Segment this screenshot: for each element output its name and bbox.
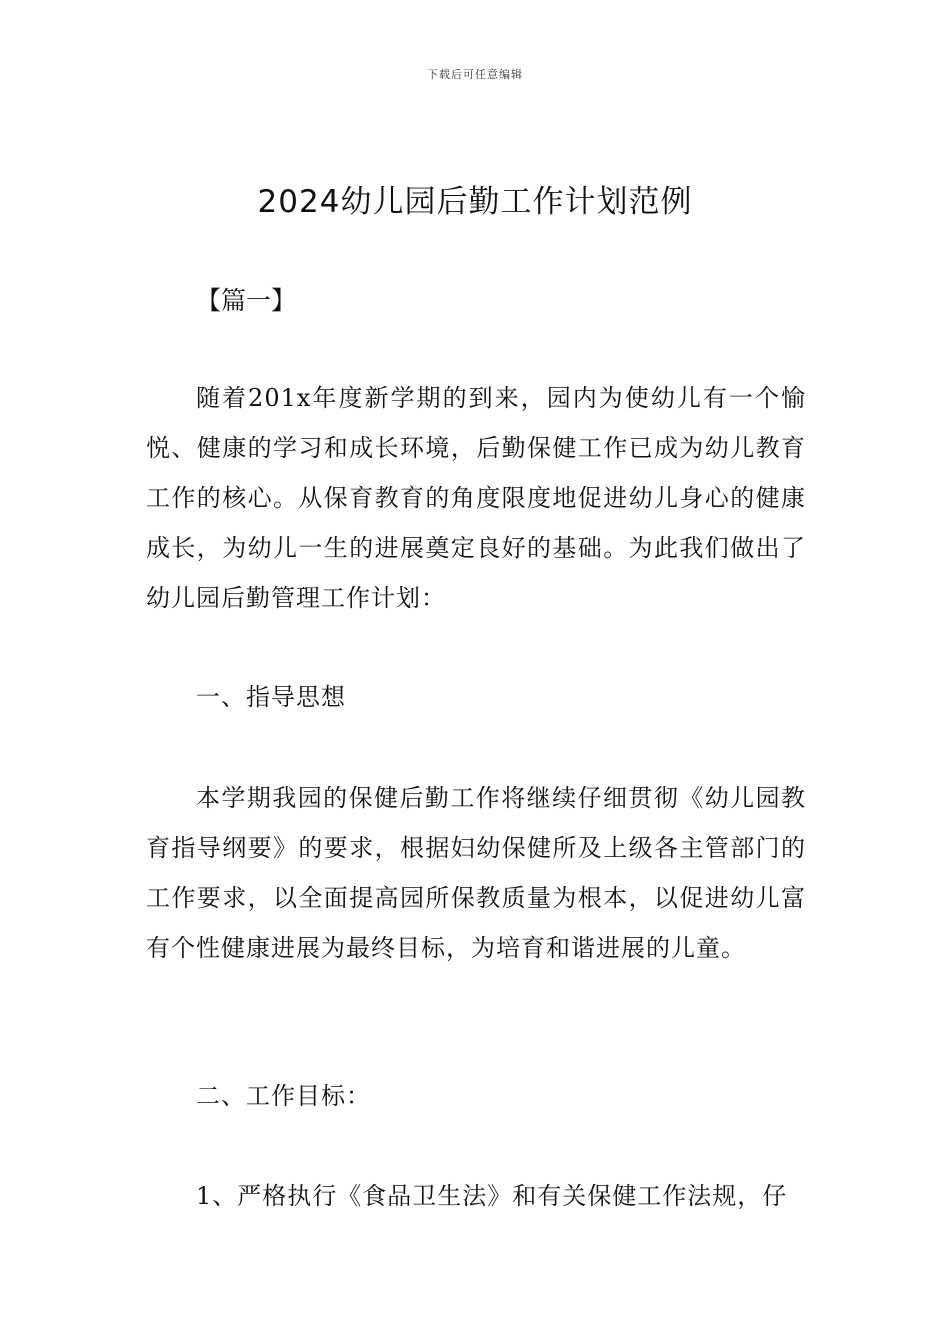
- intro-paragraph: 随着201x年度新学期的到来，园内为使幼儿有一个愉悦、健康的学习和成长环境，后勤保健工作已成为幼儿教育工作的核心。从保育教育的角度限度地促进幼儿身心的健康成长，为幼儿一生的进展奠定良好的基础。为此我们做出了幼儿园后勤管理工作计划：: [146, 384, 806, 612]
- goal-item-1: 1、严格执行《食品卫生法》和有关保健工作法规，仔: [196, 1182, 788, 1210]
- heading-guiding-thought: 一、指导思想: [196, 683, 346, 711]
- document-title: 2024幼儿园后勤工作计划范例: [257, 184, 693, 220]
- guiding-thought-paragraph: 本学期我园的保健后勤工作将继续仔细贯彻《幼儿园教育指导纲要》的要求，根据妇幼保健所及上级各主管部门的工作要求，以全面提高园所保教质量为根本，以促进幼儿富有个性健康进展为最终目标，为培育和谐进展的儿童。: [146, 784, 806, 962]
- section-tag: 【篇一】: [196, 286, 297, 315]
- heading-work-goals: 二、工作目标：: [196, 1082, 371, 1110]
- header-note: 下载后可任意编辑: [427, 68, 523, 81]
